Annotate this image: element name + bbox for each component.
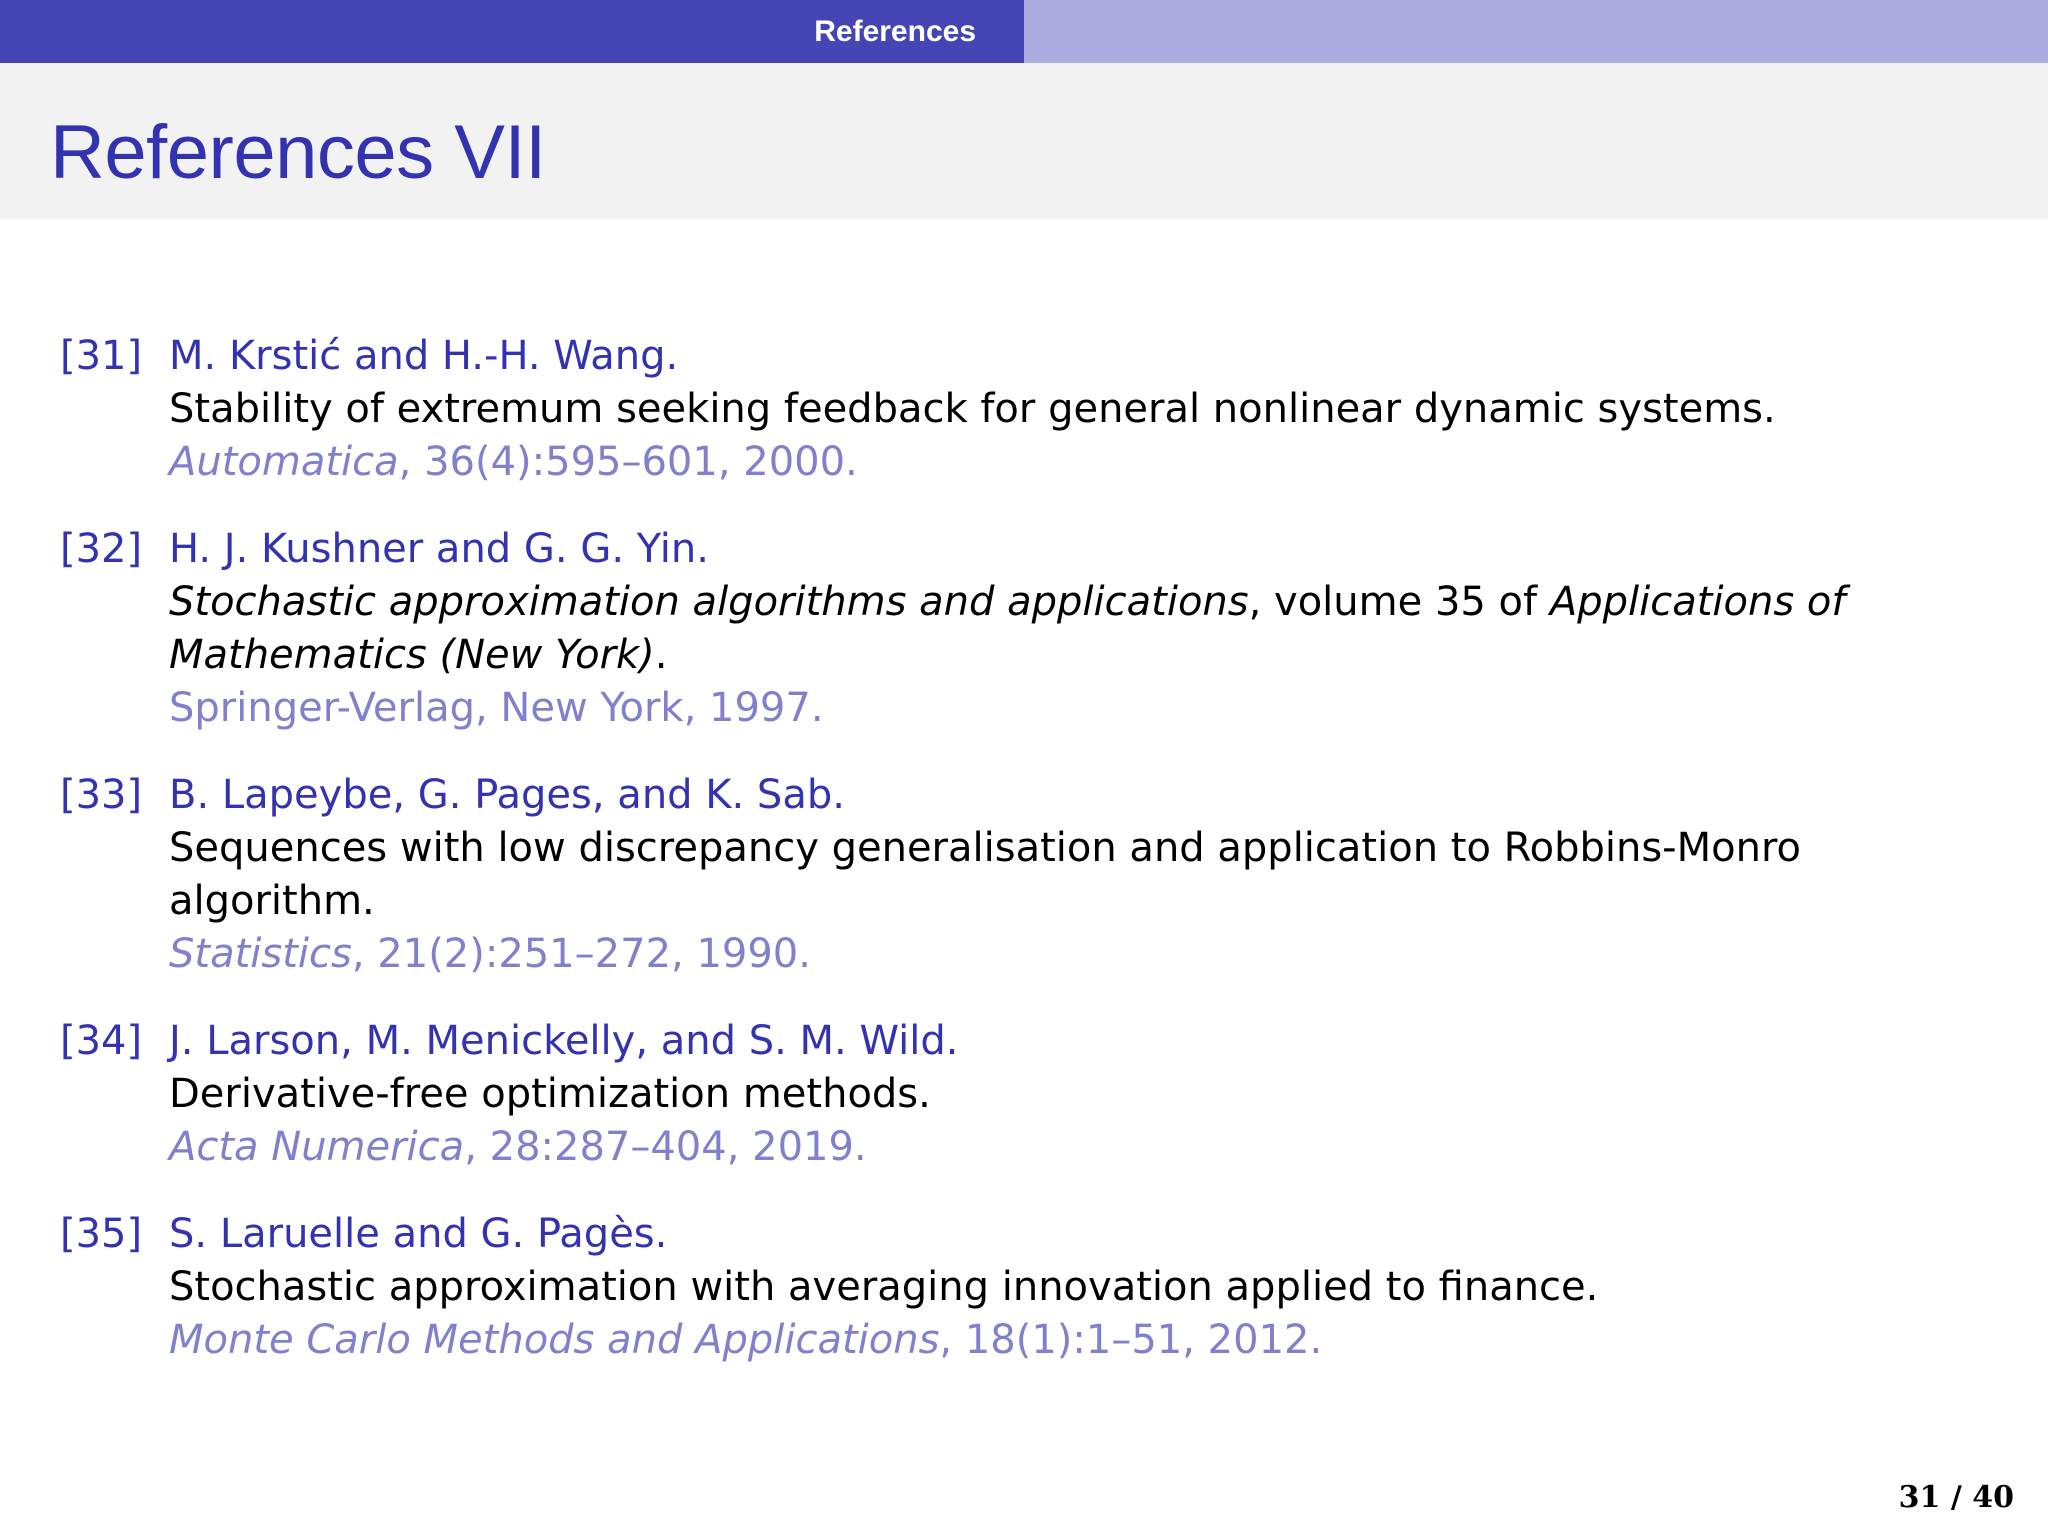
text-segment: Statistics [169,931,352,977]
text-segment: , 18(1):1–51, 2012. [939,1317,1323,1363]
reference-title-line [169,576,1960,629]
text-segment: Sequences with low discrepancy generalisation and application to Robbins-Monro [169,825,1801,871]
text-segment: Stability of extremum seeking feedback for general nonlinear dynamic systems. [169,386,1776,432]
text-segment: Mathematics (New York) [169,632,655,678]
reference-number: [32] [60,526,143,572]
headline-bar [0,0,2048,63]
reference-number: [31] [60,333,143,379]
reference-list [60,330,1960,1401]
reference-publication [169,436,1960,489]
frame-title-bar [0,63,2048,219]
reference-number: [33] [60,772,143,818]
headline-section-label[interactable]: References [814,14,976,48]
reference-title-line [169,383,1960,436]
text-segment: Stochastic approximation with averaging innovation applied to finance. [169,1264,1599,1310]
text-segment: , 21(2):251–272, 1990. [351,931,811,977]
text-segment: Acta Numerica [169,1124,465,1170]
text-segment: , 28:287–404, 2019. [464,1124,867,1170]
reference-publication [169,928,1960,981]
text-segment: , volume 35 of [1248,579,1550,625]
reference-number: [35] [60,1211,143,1257]
headline-section-right [1024,0,2048,63]
reference-authors: J. Larson, M. Menickelly, and S. M. Wild. [169,1018,959,1064]
text-segment: algorithm. [169,878,375,924]
reference-publication [169,1314,1960,1367]
reference-authors: S. Laruelle and G. Pagès. [169,1211,668,1257]
reference-number: [34] [60,1018,143,1064]
reference-title-line [169,822,1960,875]
reference-item [60,769,1960,981]
text-segment: Derivative-free optimization methods. [169,1071,931,1117]
reference-item [60,1015,1960,1174]
reference-authors: H. J. Kushner and G. G. Yin. [169,526,709,572]
text-segment: Applications of [1549,579,1846,625]
text-segment: , 36(4):595–601, 2000. [398,439,858,485]
page-number: 31 / 40 [1898,1480,2014,1515]
reference-item [60,523,1960,735]
reference-title-line [169,1068,1960,1121]
reference-title-line [169,875,1960,928]
text-segment: . [654,632,668,678]
headline-section-left [0,0,1024,63]
reference-authors: M. Krstić and H.-H. Wang. [169,333,679,379]
reference-publication [169,1121,1960,1174]
text-segment: Stochastic approximation algorithms and applications [169,579,1249,625]
text-segment: Automatica [169,439,399,485]
reference-title-line [169,1261,1960,1314]
reference-item [60,1208,1960,1367]
reference-authors: B. Lapeybe, G. Pages, and K. Sab. [169,772,845,818]
reference-title-line [169,629,1960,682]
reference-item [60,330,1960,489]
frame-title: References VII [50,110,546,195]
reference-publication [169,682,1960,735]
text-segment: Monte Carlo Methods and Applications [169,1317,940,1363]
text-segment: Springer-Verlag, New York, 1997. [169,685,824,731]
